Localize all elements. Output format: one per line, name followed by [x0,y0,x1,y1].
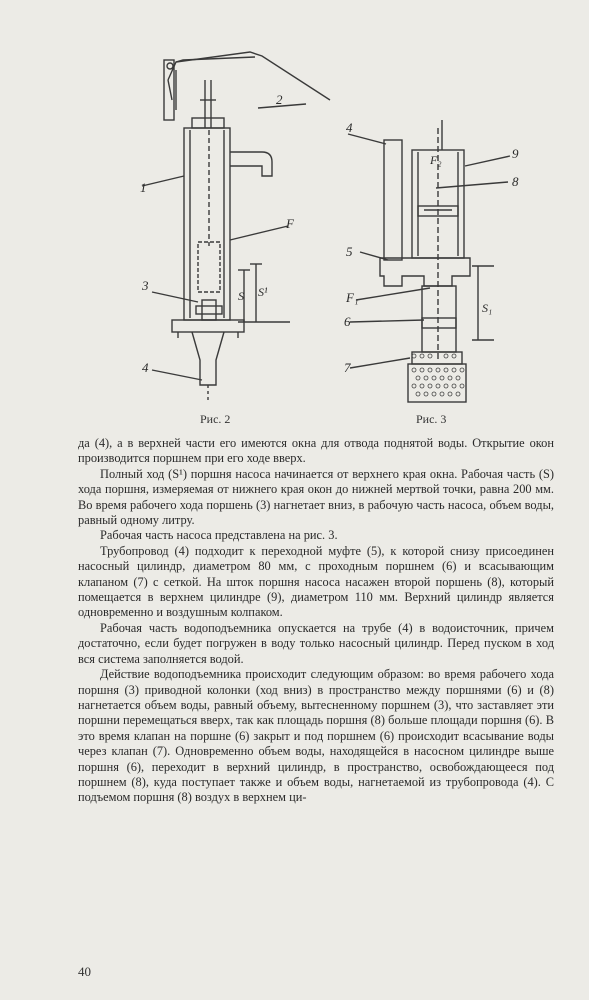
fig3-callout-F2: F₂ [430,153,442,167]
figures-illustration [0,0,589,420]
fig3-callout-S1: S₁ [482,301,493,315]
body-text [78,436,554,806]
fig2-callout-2: 2 [276,92,283,107]
paragraph-6: Действие водоподъемника происходит следующим образом: во время рабочего хода поршня (3) приводной колонки (ход вниз) в пространство между поршнями (6) и (8) нагнетается объем воды, равный объему, вытесненному поршнем (3), что заставляет эти поршни перемещаться вверх, так как площадь поршня (8) больше площади поршня (6). В это время клапан на поршне (6) закрыт и под поршнем (6) происходит всасывание воды через клапан (7). Одновременно объем воды, находящейся в насосном цилиндре выше поршня (6), переходит в верхний цилиндр, в пространство, освобождающееся под поршнем (8), куда поступает также и объем воды, нагнетаемой из трубопровода (4). С подъемом поршня (8) воздух в верхнем ци- [78,667,554,805]
paragraph-5: Рабочая часть водоподъемника опускается на трубе (4) в водоисточник, причем достаточно, если будет погружен в воду только насосный цилиндр. Перед пуском в ход вся система заполняется водой. [78,620,554,666]
fig2-callout-F: F [286,216,294,231]
fig3-callout-4: 4 [346,120,353,135]
figure-2-caption: Рис. 2 [200,412,231,426]
figure-3-caption: Рис. 3 [416,412,447,426]
paragraph-2: Полный ход (S¹) поршня насоса начинается от верхнего края окна. Рабочая часть (S) хода поршня, измеряемая от нижнего края окон до нижней мертвой точки, равна 200 мм. Во время рабочего хода поршень (3) нагнетает вниз, в рабочую часть насоса, объем воды, равный одному литру. [78,466,554,528]
page-number: 40 [78,964,91,979]
paragraph-1: да (4), а в верхней части его имеются окна для отвода поднятой воды. Открытие окон производится поршнем при его ходе вверх. [78,436,554,466]
fig2-callout-S: S [238,289,244,303]
fig3-callout-8: 8 [512,174,519,189]
figure-2-drawing [142,52,330,400]
fig3-callout-5: 5 [346,244,353,259]
figure-3-drawing [348,120,510,402]
paragraph-4: Трубопровод (4) подходит к переходной муфте (5), к которой снизу присоединен насосный цилиндр, диаметром 80 мм, с проходным поршнем (6) и всасывающим клапаном (7) с сеткой. На шток поршня насоса насажен второй поршень (8), который помещается в верхнем цилиндре (9), диаметром 110 мм. Верхний цилиндр является одновременно и воздушным колпаком. [78,543,554,620]
fig3-callout-9: 9 [512,146,519,161]
fig3-callout-F1: F₁ [346,290,359,305]
paragraph-3: Рабочая часть насоса представлена на рис. 3. [100,528,338,543]
fig2-callout-4: 4 [142,360,149,375]
fig3-callout-7: 7 [344,360,351,375]
fig2-callout-1: 1 [140,180,147,195]
fig2-callout-S1: S¹ [258,285,268,299]
fig2-callout-3: 3 [142,278,149,293]
fig3-callout-6: 6 [344,314,351,329]
strainer-mesh [412,354,464,396]
